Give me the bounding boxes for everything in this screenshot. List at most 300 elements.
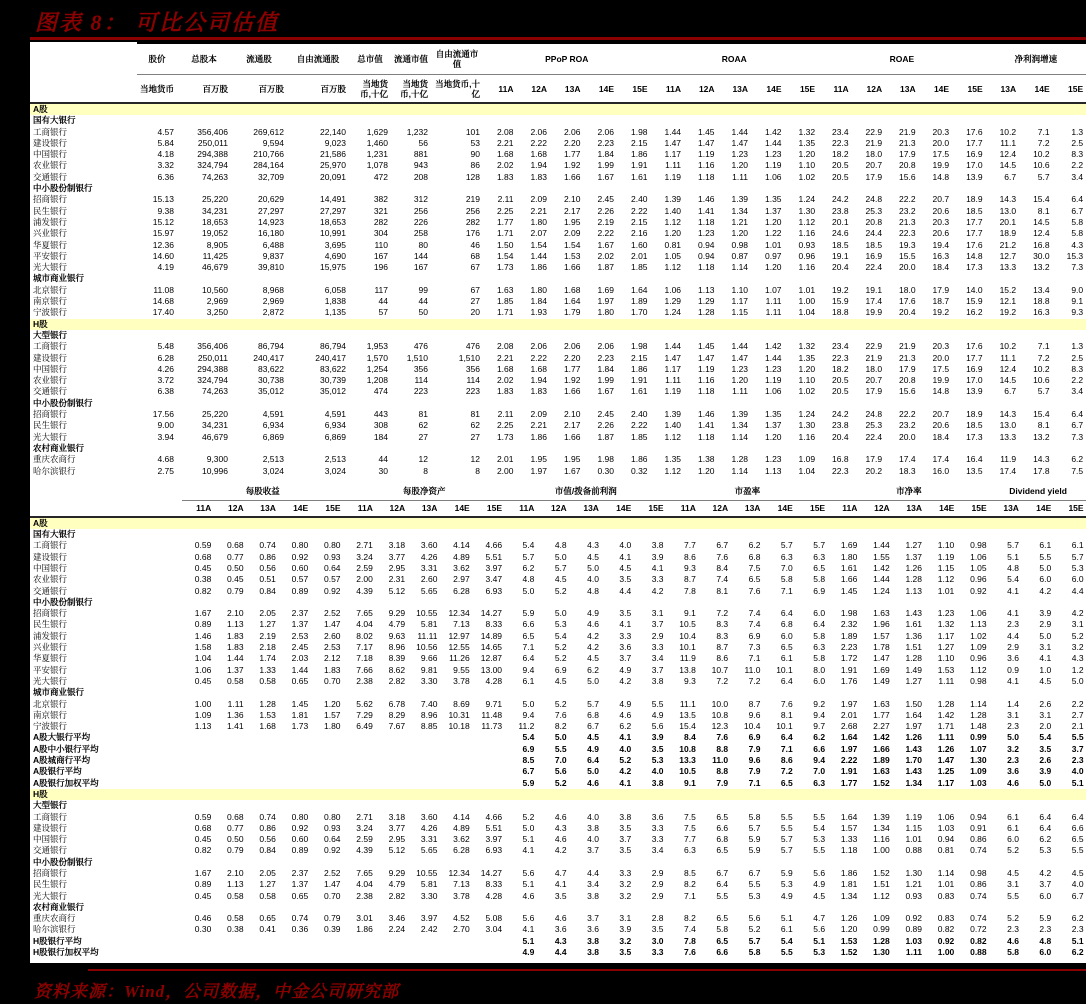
value-cell: 1.11 [665,160,682,171]
corner-cell [30,500,182,517]
value-cell: 1.34 [840,890,858,901]
value-cell: 1.12 [873,890,890,901]
value-cell: 1.19 [764,160,782,171]
value-cell: 1.41 [227,721,244,732]
value-cell: 5.5 [813,811,826,822]
value-cell: 17.0 [966,375,983,386]
value-cell: 3.2 [619,935,632,946]
value-cell: 3.8 [587,935,599,946]
row-label: 交通银行 [33,386,68,397]
value-cell: 1.30 [873,947,890,958]
value-cell: 2.16 [630,228,648,239]
value-cell: 5.12 [388,845,406,856]
column-subheader: 11A [182,500,214,517]
value-cell: 8.96 [388,642,406,653]
value-cell: 9.4 [813,709,826,720]
value-cell: 1,953 [366,341,388,352]
value-cell: 2.9 [651,630,664,641]
value-cell: 8.4 [716,562,729,573]
value-cell: 2.05 [259,608,276,619]
value-cell: 6,058 [324,284,346,295]
value-cell: 6.4 [1039,811,1052,822]
value-cell: 10.55 [416,608,438,619]
value-cell: 20.7 [865,375,883,386]
value-cell: 1.09 [873,913,890,924]
value-cell: 1.36 [905,630,922,641]
value-cell: 20.4 [832,431,849,442]
row-label: 招商银行 [33,409,68,420]
value-cell: 1.28 [731,454,749,465]
value-cell: 19,052 [202,228,228,239]
value-cell: 282 [373,216,388,227]
value-cell: 1.53 [937,664,955,675]
value-cell: 3.5 [1039,743,1052,754]
value-cell: 1.92 [563,160,581,171]
value-cell: 5.8 [748,811,761,822]
value-cell: 0.93 [323,822,341,833]
value-cell: 6.3 [813,642,826,653]
value-cell: 5.81 [420,619,438,630]
average-row [30,744,1086,755]
value-cell: 21.3 [899,216,916,227]
row-label: 南京银行 [33,296,68,307]
value-cell: 1.54 [563,239,581,250]
value-cell: 1.34 [731,420,749,431]
value-cell: 3.97 [485,562,503,573]
value-cell: 2.71 [356,540,373,551]
value-cell: 1.20 [798,149,816,160]
value-cell: 3.5 [651,924,664,935]
value-cell: 2.3 [1007,619,1019,630]
value-cell: 6.0 [1071,574,1084,585]
value-cell: 7.4 [684,924,696,935]
value-cell: 3.5 [554,890,567,901]
value-cell: 2.10 [227,868,244,878]
value-cell: 101 [465,126,480,137]
value-cell: 5.7 [780,845,793,856]
value-cell: 30 [378,465,388,476]
value-cell: 80 [418,239,428,250]
value-cell: 476 [465,341,480,352]
value-cell: 6.93 [485,585,503,596]
value-cell: 5.3 [554,619,567,630]
value-cell: 6.0 [780,630,793,641]
value-cell: 2.06 [530,126,547,137]
value-cell: 1.63 [873,766,890,777]
value-cell: 4,690 [324,250,346,261]
value-cell: 4.6 [587,619,599,630]
value-cell: 1.64 [905,709,922,720]
value-cell: 6.8 [748,551,761,562]
value-cell: 1.95 [563,454,581,465]
value-cell: 9.63 [388,630,406,641]
value-cell [247,732,279,743]
value-cell: 1,208 [366,375,388,386]
value-cell: 7.1 [780,585,793,596]
value-cell: 2.19 [259,630,276,641]
value-cell: 476 [413,341,428,352]
value-cell: 3.31 [420,834,438,845]
value-cell: 8.3 [1071,363,1084,374]
value-cell: 1.17 [731,296,749,307]
value-cell: 10.56 [416,642,438,653]
section-filler [137,330,1086,341]
value-cell: 1.84 [597,363,614,374]
value-cell: 1.11 [227,698,244,709]
value-cell: 2.45 [597,194,614,205]
value-cell: 2.22 [530,352,547,363]
value-cell: 0.80 [291,811,309,822]
value-cell [376,755,408,766]
value-cell: 2.5 [1071,137,1084,148]
value-cell: 13.4 [1033,284,1050,295]
value-cell: 1.42 [873,562,890,573]
value-cell: 0.9 [1007,664,1019,675]
value-cell: 3.8 [587,890,599,901]
value-cell: 256 [465,205,480,216]
column-subheader: 14E [925,500,957,517]
value-cell: 0.89 [291,845,309,856]
value-cell: 21.2 [999,239,1017,250]
value-cell: 5.3 [1039,845,1052,856]
value-cell: 5.7 [522,551,535,562]
value-cell: 0.81 [664,239,682,250]
column-subheader: 12A [684,75,718,104]
value-cell: 1.93 [530,307,547,318]
value-cell: 1.13 [227,619,244,630]
value-cell: 3.1 [1007,709,1019,720]
value-cell: 20.5 [832,386,849,397]
value-cell: 1.80 [840,551,858,562]
value-cell: 5.0 [1007,732,1019,743]
value-cell: 5.5 [554,743,567,754]
value-cell: 1.09 [194,709,212,720]
value-cell: 0.86 [259,822,276,833]
value-cell: 17.5 [932,363,950,374]
value-cell: 6.4 [780,675,793,686]
bank-row [30,812,1086,823]
value-cell: 17.4 [999,465,1017,476]
value-cell: 5.1 [1007,551,1019,562]
value-cell: 0.38 [194,574,212,585]
value-cell: 5.7 [1007,540,1019,551]
value-cell: 1.02 [798,171,816,182]
value-cell: 7.5 [684,822,696,833]
value-cell: 1.57 [873,630,890,641]
value-cell: 1.01 [764,239,782,250]
group-header-row [30,273,1086,284]
bank-row [30,721,1086,732]
value-cell: 6.7 [748,868,761,878]
value-cell [214,936,246,947]
value-cell: 4.5 [554,574,567,585]
value-cell: 7.13 [453,619,470,630]
value-cell: 0.57 [323,574,341,585]
bank-row [30,913,1086,924]
row-label: A股 [30,517,182,529]
value-cell: 53 [470,137,480,148]
value-cell: 2.25 [496,420,514,431]
value-cell: 6.2 [813,732,826,743]
bank-row [30,710,1086,721]
column-subheader: 13A [885,75,919,104]
value-cell: 7.8 [684,585,696,596]
value-cell: 2.8 [651,913,664,924]
bank-row [30,642,1086,653]
value-cell: 5.7 [587,698,599,709]
value-cell: 12.97 [448,630,470,641]
value-cell: 1.48 [970,721,987,732]
value-cell: 6.5 [780,777,793,788]
value-cell: 5.12 [388,585,406,596]
row-label: 光大银行 [33,675,68,686]
section-filler [137,319,1086,330]
value-cell: 6.9 [748,732,761,743]
value-cell: 1.06 [937,811,955,822]
value-cell: 4.7 [554,868,567,878]
value-cell: 1.76 [840,675,858,686]
value-cell: 1.44 [291,664,309,675]
value-cell: 2.3 [1007,924,1019,935]
value-cell: 5.0 [1039,562,1052,573]
row-label: 哈尔滨银行 [33,924,76,935]
value-cell: 3.7 [587,845,599,856]
value-cell: 2.3 [1071,924,1084,935]
value-cell: 1.39 [664,409,682,420]
value-cell: 5.0 [587,766,599,777]
value-cell: 5.2 [554,653,567,664]
value-cell: 1.44 [873,574,890,585]
value-cell [440,947,472,958]
value-cell: 6.1 [522,675,535,686]
value-cell: 4.04 [356,879,373,890]
value-cell: 6.3 [684,845,696,856]
column-subheader: 当地货币 [137,75,177,104]
value-cell: 2.22 [597,228,614,239]
value-cell: 6.6 [1071,822,1084,833]
value-cell: 1.86 [630,149,648,160]
value-cell: 17.8 [1033,465,1050,476]
value-cell [408,744,440,755]
value-cell: 6.7 [1004,386,1017,397]
value-cell: 0.30 [597,465,614,476]
value-cell: 17.6 [966,239,983,250]
value-cell: 20.3 [932,216,950,227]
value-cell: 7.2 [780,766,793,777]
value-cell: 1.39 [731,409,749,420]
value-cell: 2.42 [420,924,438,935]
value-cell: 3.4 [587,879,599,890]
value-cell: 2.40 [630,194,648,205]
value-cell: 219 [465,194,480,205]
row-label: 建设银行 [33,822,68,833]
column-header: 股价 [137,43,177,75]
value-cell: 5.4 [522,540,535,551]
value-cell: 2,513 [324,454,346,465]
value-cell: 8.1 [1037,420,1050,431]
value-cell: 2.70 [453,924,470,935]
value-cell: 1.23 [731,363,749,374]
value-cell [182,732,214,743]
value-cell: 23.2 [899,420,916,431]
value-cell: 5.2 [554,698,567,709]
bank-row [30,251,1086,262]
value-cell: 3.7 [651,619,664,630]
value-cell [182,744,214,755]
row-label: 重庆农商行 [33,454,76,465]
value-cell: 2.26 [597,205,614,216]
value-cell: 6.5 [748,574,761,585]
value-cell: 1.15 [937,562,955,573]
value-cell: 1.91 [840,766,858,777]
value-cell: 11.08 [153,284,174,295]
value-cell: 4.5 [587,732,599,743]
value-cell: 4.1 [1007,585,1019,596]
value-cell: 3.2 [1007,743,1019,754]
value-cell: 9.2 [813,698,826,709]
value-cell: 1.52 [840,947,858,958]
row-label: 交通银行 [33,845,68,856]
section-filler [137,273,1086,284]
section-filler [182,789,1086,800]
row-label: 民生银行 [33,879,68,890]
value-cell: 4.2 [587,630,599,641]
value-cell: 9.00 [157,420,174,431]
value-cell [440,936,472,947]
value-cell: 34,231 [202,205,228,216]
value-cell: 0.65 [259,913,276,924]
value-cell: 7.4 [748,608,761,619]
value-cell: 1.57 [323,709,341,720]
value-cell: 11.2 [518,721,535,732]
column-subheader: 14E [584,75,618,104]
value-cell: 5.3 [651,755,664,766]
value-cell: 5.0 [554,608,567,619]
value-cell: 1.30 [798,420,816,431]
value-cell: 15.9 [832,296,849,307]
value-cell: 19.2 [832,284,849,295]
value-cell: 2.05 [259,868,276,878]
corner-cell [30,482,182,501]
value-cell: 20.2 [865,465,883,476]
value-cell: 5.51 [485,822,503,833]
value-cell: 1.89 [873,755,890,766]
value-cell: 0.86 [970,834,987,845]
value-cell [182,936,214,947]
value-cell: 1.14 [731,431,749,442]
value-cell: 7.6 [716,551,729,562]
bank-row [30,172,1086,183]
value-cell: 18.0 [865,149,883,160]
value-cell: 2.52 [323,868,341,878]
value-cell: 8.8 [716,743,729,754]
value-cell: 1.50 [496,239,514,250]
value-cell: 1.12 [664,465,682,476]
value-cell: 5.2 [554,777,567,788]
value-cell: 5.5 [748,879,761,890]
value-cell: 1.70 [630,307,648,318]
value-cell: 9,837 [262,250,284,261]
value-cell: 9.4 [813,755,826,766]
value-cell: 0.94 [970,811,987,822]
value-cell: 7.5 [684,811,696,822]
column-subheader: 15E [473,500,505,517]
value-cell: 1.33 [259,664,276,675]
value-cell: 6.4 [1071,194,1084,205]
value-cell: 2.97 [453,574,470,585]
value-cell: 5.7 [813,540,826,551]
value-cell [214,755,246,766]
value-cell: 4.28 [485,890,503,901]
value-cell: 6.6 [716,822,729,833]
value-cell: 2.82 [388,890,406,901]
value-cell: 2.09 [530,409,547,420]
value-cell: 1.20 [731,228,749,239]
column-subheader: 14E [763,500,795,517]
value-cell: 1.10 [937,540,955,551]
value-cell: 6.49 [356,721,373,732]
column-subheader: 百万股 [231,75,287,104]
value-cell: 5.1 [780,913,793,924]
value-cell [311,766,343,777]
value-cell: 23.4 [832,341,849,352]
value-cell: 1.94 [530,160,547,171]
value-cell: 3.7 [619,834,632,845]
row-label: A股 [30,103,137,115]
value-cell: 9.3 [1071,307,1084,318]
value-cell: 18.2 [832,363,849,374]
value-cell: 1.63 [873,698,890,709]
value-cell: 5.2 [554,642,567,653]
value-cell: 2.01 [630,250,648,261]
value-cell: 0.74 [970,913,987,924]
value-cell: 284,164 [253,160,284,171]
value-cell: 0.58 [227,675,244,686]
value-cell: 0.74 [259,540,276,551]
value-cell: 7.65 [356,868,373,878]
value-cell: 1.64 [563,296,581,307]
value-cell: 1.19 [905,811,922,822]
value-cell: 2.2 [1071,375,1084,386]
value-cell [247,778,279,789]
value-cell: 56 [418,137,428,148]
value-cell: 4.1 [619,777,632,788]
value-cell: 1.47 [731,352,749,363]
value-cell: 2.60 [420,574,438,585]
value-cell: 2.17 [563,205,581,216]
value-cell: 8.2 [684,879,696,890]
value-cell: 21.9 [865,352,883,363]
value-cell: 0.58 [259,890,276,901]
value-cell: 0.74 [291,913,309,924]
value-cell: 5.3 [748,890,761,901]
value-cell: 4.68 [157,454,174,465]
value-cell: 5.5 [1039,551,1052,562]
bank-row [30,364,1086,375]
value-cell: 1.83 [496,171,514,182]
value-cell: 943 [413,160,428,171]
value-cell: 2,872 [262,307,284,318]
value-cell: 20.0 [899,262,916,273]
value-cell: 1.35 [798,352,816,363]
value-cell: 5.1 [522,935,535,946]
value-cell: 3.5 [651,743,664,754]
value-cell: 8.3 [716,630,729,641]
value-cell: 1.68 [496,149,514,160]
section-filler [182,529,1086,540]
value-cell: 1.18 [697,216,715,227]
value-cell: 4.79 [388,619,406,630]
